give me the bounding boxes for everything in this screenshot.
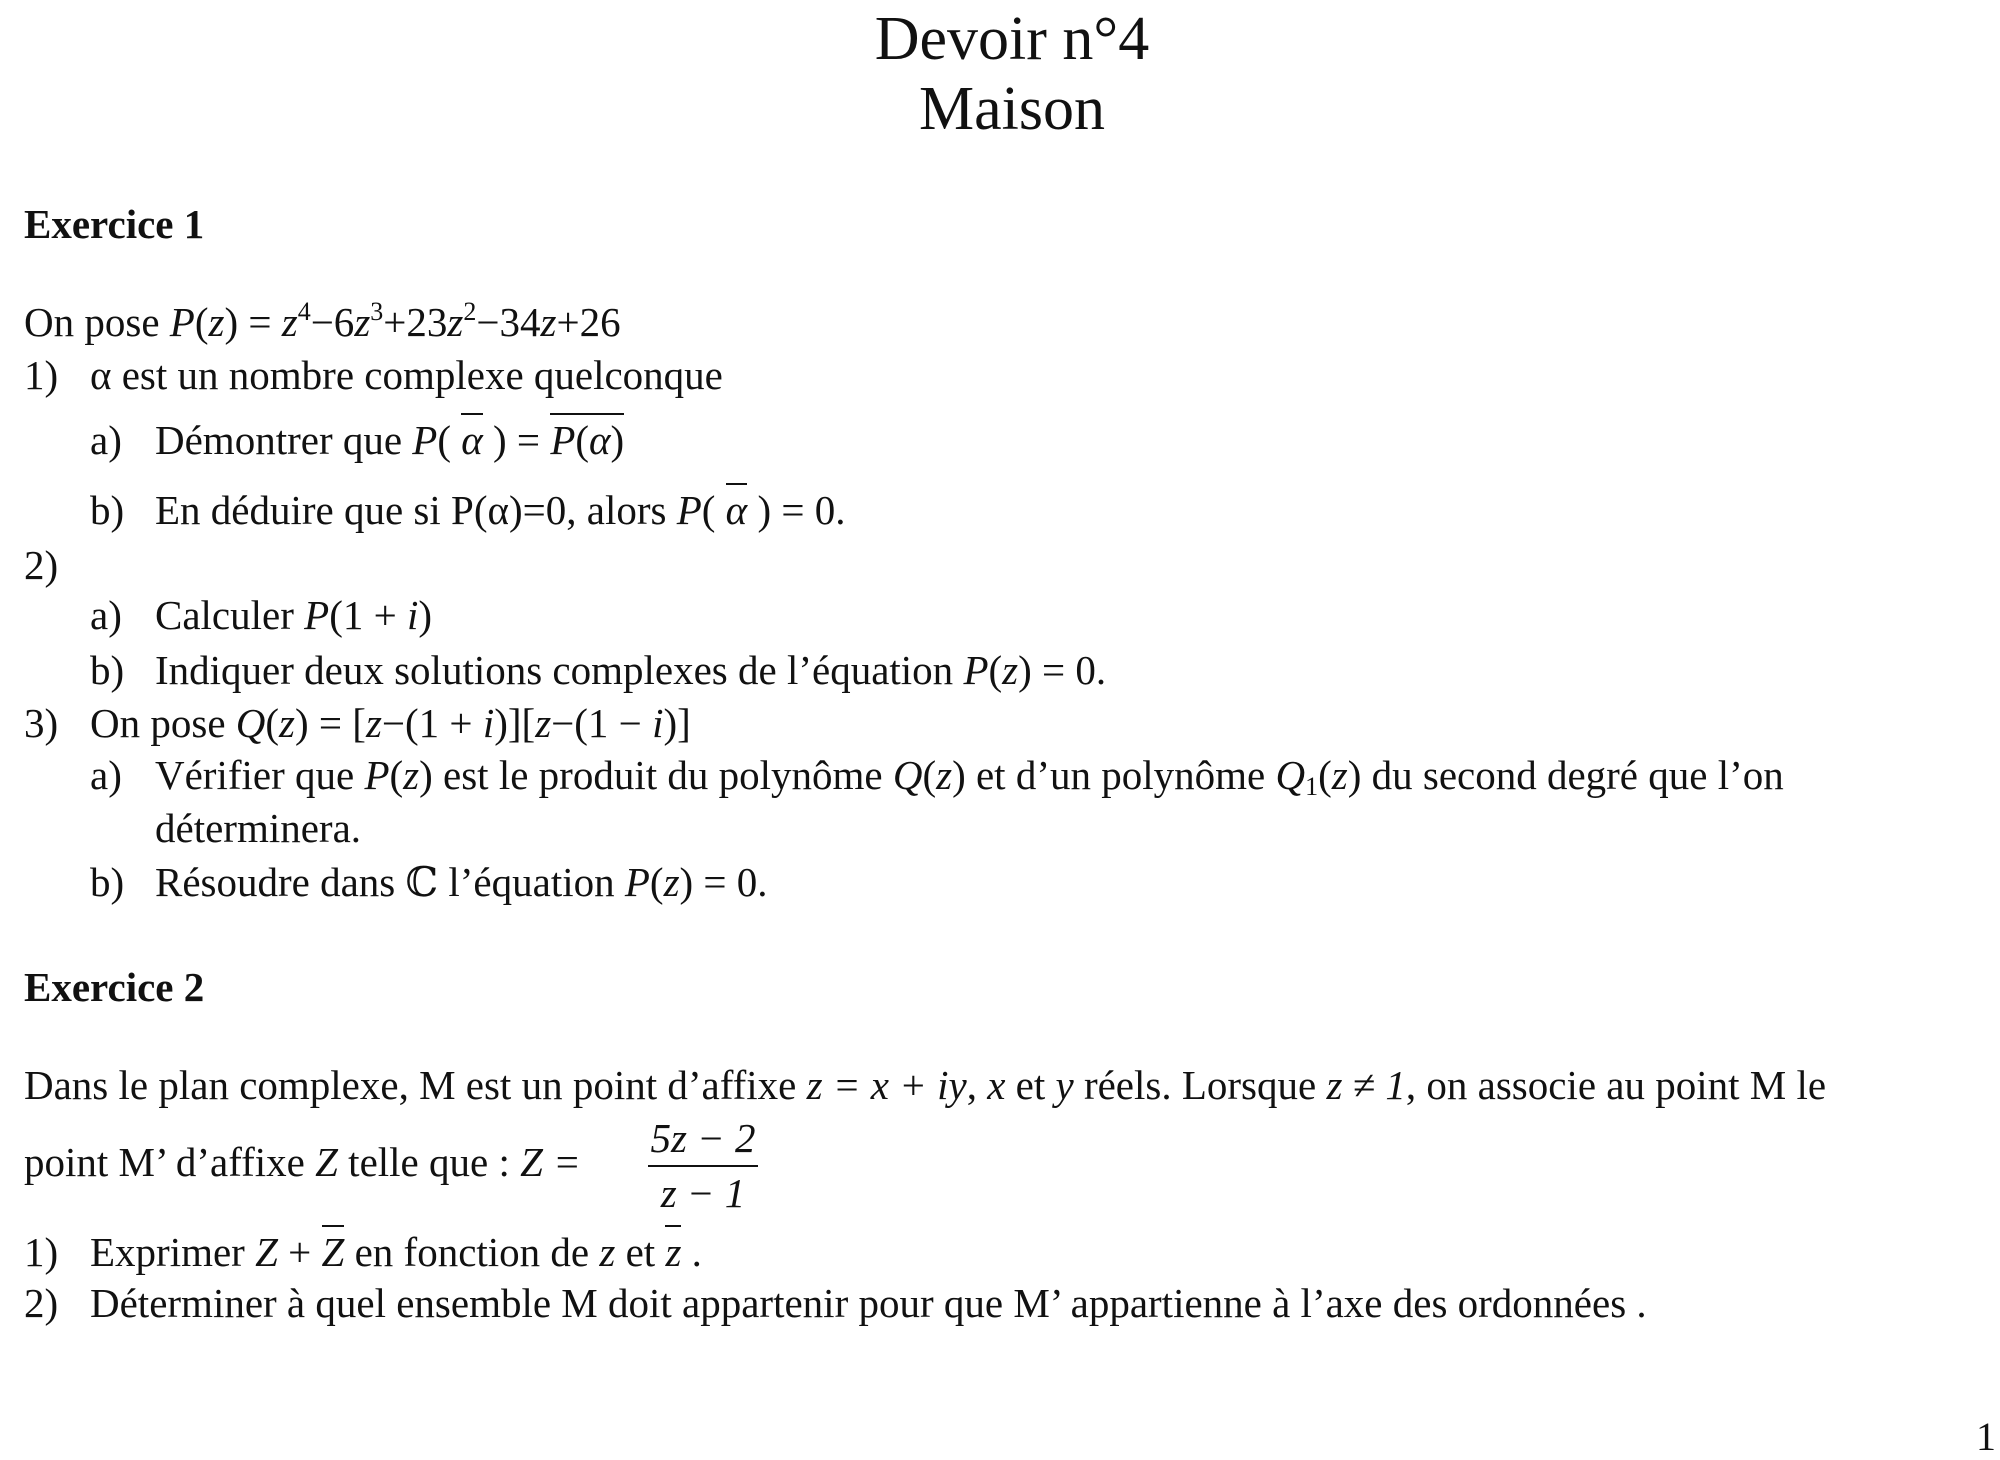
- q3a-label: a): [90, 752, 122, 798]
- math-paren: ): [952, 752, 966, 798]
- q3a-continuation: déterminera.: [155, 805, 362, 851]
- math-expr: ) = [: [295, 700, 366, 746]
- alpha-conjugate: α: [461, 413, 483, 463]
- q1-number: 1): [24, 352, 59, 398]
- math-paren: (: [701, 487, 726, 533]
- math-paren: (: [265, 700, 280, 746]
- q2a-label: a): [90, 592, 122, 638]
- ex2-q1-part: .: [681, 1229, 702, 1275]
- math-q: Q: [235, 700, 266, 746]
- q2b-statement: Indiquer deux solutions complexes de l’équation: [155, 647, 964, 693]
- exercise-2-paragraph-line1: [24, 1062, 1827, 1108]
- math-paren: ) = 0.: [747, 487, 846, 533]
- term: +26: [556, 299, 621, 345]
- ex2-q1-part: Exprimer: [90, 1229, 256, 1275]
- math-z: z: [936, 752, 953, 798]
- ex2-q2-number: 2): [24, 1280, 59, 1326]
- math-p: P: [963, 647, 989, 693]
- math-paren: ): [419, 752, 433, 798]
- q2a-statement: Calculer: [155, 592, 305, 638]
- term: z: [447, 299, 464, 345]
- q1a-label: a): [90, 417, 122, 463]
- ex2-q2-text: Déterminer à quel ensemble M doit appartenir pour que M’ appartienne à l’axe des ordonnées .: [90, 1280, 1647, 1326]
- q3a-part4: du second degré que l’on: [1361, 752, 1784, 798]
- math-q1: Q: [1275, 752, 1306, 798]
- exercise-1-intro: [24, 297, 621, 345]
- math-expr: )]: [663, 700, 691, 746]
- math-z: z: [1002, 647, 1019, 693]
- math-p: P: [676, 487, 702, 533]
- math-paren: (: [1318, 752, 1332, 798]
- math-i: i: [406, 592, 419, 638]
- paren: ) =: [224, 299, 282, 345]
- math-paren: ) = 0.: [1018, 647, 1107, 693]
- q2a-text: [155, 592, 433, 638]
- q3b-label: b): [90, 859, 125, 905]
- math-sub: 1: [1305, 772, 1319, 801]
- page-number: 1: [1976, 1414, 1996, 1459]
- document-subtitle: Maison: [919, 75, 1105, 143]
- math-arg: (1 +: [329, 592, 407, 638]
- q3b-statement: Résoudre dans ℂ l’équation: [155, 859, 625, 905]
- q3a-part1: Vérifier que: [155, 752, 365, 798]
- math-p: P: [412, 417, 438, 463]
- math-paren: ): [1347, 752, 1362, 798]
- math-z: z: [599, 1229, 616, 1275]
- p-alpha-conjugate: P(α): [550, 413, 624, 463]
- math-paren: (: [922, 752, 937, 798]
- exp: 2: [463, 297, 477, 326]
- term: −6: [310, 299, 355, 345]
- ex2-text: point M’ d’affixe: [24, 1139, 316, 1185]
- ex2-text: ,: [966, 1062, 988, 1108]
- q3-statement: On pose: [90, 700, 236, 746]
- term: −34: [476, 299, 541, 345]
- q1a-text: [155, 417, 625, 463]
- term: +23: [383, 299, 448, 345]
- math-paren: (: [389, 752, 404, 798]
- var-capital-z: Z: [315, 1139, 338, 1185]
- ex2-q1-text: [90, 1229, 702, 1275]
- paren: (: [194, 299, 209, 345]
- fraction-bar: [648, 1165, 758, 1167]
- math-paren: (: [649, 859, 664, 905]
- ex2-text: Dans le plan complexe, M est un point d’affixe: [24, 1062, 807, 1108]
- exp: 4: [297, 297, 311, 326]
- var-x: x: [987, 1062, 1006, 1108]
- ex2-q1-number: 1): [24, 1229, 59, 1275]
- math-paren: ) = 0.: [679, 859, 768, 905]
- condition: z ≠ 1: [1326, 1062, 1406, 1108]
- var-y: y: [1055, 1062, 1074, 1108]
- math-paren: ): [418, 592, 433, 638]
- math-z: z: [403, 752, 420, 798]
- math-paren: (: [988, 647, 1003, 693]
- q1-line: [24, 352, 59, 398]
- q2-number: 2): [24, 542, 59, 588]
- polynomial-p: P: [169, 299, 195, 345]
- q1b-statement: En déduire que si P(α)=0, alors: [155, 487, 677, 533]
- math-capital-z: Z: [255, 1229, 278, 1275]
- ex2-text: , on associe au point M le: [1405, 1062, 1827, 1108]
- exercise-2-paragraph-line2: [24, 1139, 581, 1185]
- ex2-text: réels. Lorsque: [1073, 1062, 1327, 1108]
- term: z: [540, 299, 557, 345]
- fraction-numerator: 5z − 2: [650, 1115, 756, 1161]
- q3-number: 3): [24, 700, 59, 746]
- intro-text: On pose: [24, 299, 170, 345]
- math-p: P: [624, 859, 650, 905]
- ex2-text: telle que :: [337, 1139, 521, 1185]
- math-z: z: [1331, 752, 1348, 798]
- math-i: i: [482, 700, 495, 746]
- fraction: [648, 1115, 758, 1216]
- q1b-text: [155, 487, 846, 533]
- math-z-conjugate: z: [665, 1225, 681, 1275]
- math-paren: (: [437, 417, 462, 463]
- math-expr: −(1 −: [551, 700, 653, 746]
- math-q: Q: [892, 752, 923, 798]
- math-paren: ) =: [482, 417, 551, 463]
- q3a-part2: est le produit du polynôme: [432, 752, 893, 798]
- z-equals: Z =: [520, 1139, 581, 1185]
- math-z: z: [535, 700, 552, 746]
- math-expr: )][: [494, 700, 536, 746]
- q1-text: α est un nombre complexe quelconque: [90, 352, 723, 398]
- exercise-1-heading: Exercice 1: [24, 201, 205, 247]
- alpha-conjugate: α: [726, 483, 748, 533]
- math-p: P: [304, 592, 330, 638]
- exercise-2-heading: Exercice 2: [24, 964, 205, 1010]
- math-expr: −(1 +: [381, 700, 483, 746]
- document-title: Devoir n°4: [874, 5, 1150, 73]
- math-z: z: [663, 859, 680, 905]
- math-plus: +: [277, 1229, 322, 1275]
- var-z: z: [208, 299, 225, 345]
- q3a-part3: et d’un polynôme: [965, 752, 1276, 798]
- fraction-denominator: z − 1: [660, 1170, 746, 1216]
- math-p: P: [364, 752, 390, 798]
- affix-expression: z = x + iy: [806, 1062, 967, 1108]
- term: z: [281, 299, 298, 345]
- q2b-label: b): [90, 647, 125, 693]
- ex2-text: et: [1005, 1062, 1056, 1108]
- term: z: [354, 299, 371, 345]
- math-i: i: [652, 700, 664, 746]
- math-capital-z-conjugate: Z: [322, 1225, 345, 1275]
- exp: 3: [370, 297, 384, 326]
- q1a-statement: Démontrer que: [155, 417, 413, 463]
- q3a-text: [155, 752, 1784, 801]
- q3-text: [90, 700, 691, 746]
- q2b-text: [155, 647, 1107, 693]
- math-z: z: [365, 700, 382, 746]
- ex2-q1-part: et: [615, 1229, 666, 1275]
- math-z: z: [279, 700, 295, 746]
- q3b-text: [155, 859, 768, 905]
- ex2-q1-part: en fonction de: [344, 1229, 600, 1275]
- q1b-label: b): [90, 487, 125, 533]
